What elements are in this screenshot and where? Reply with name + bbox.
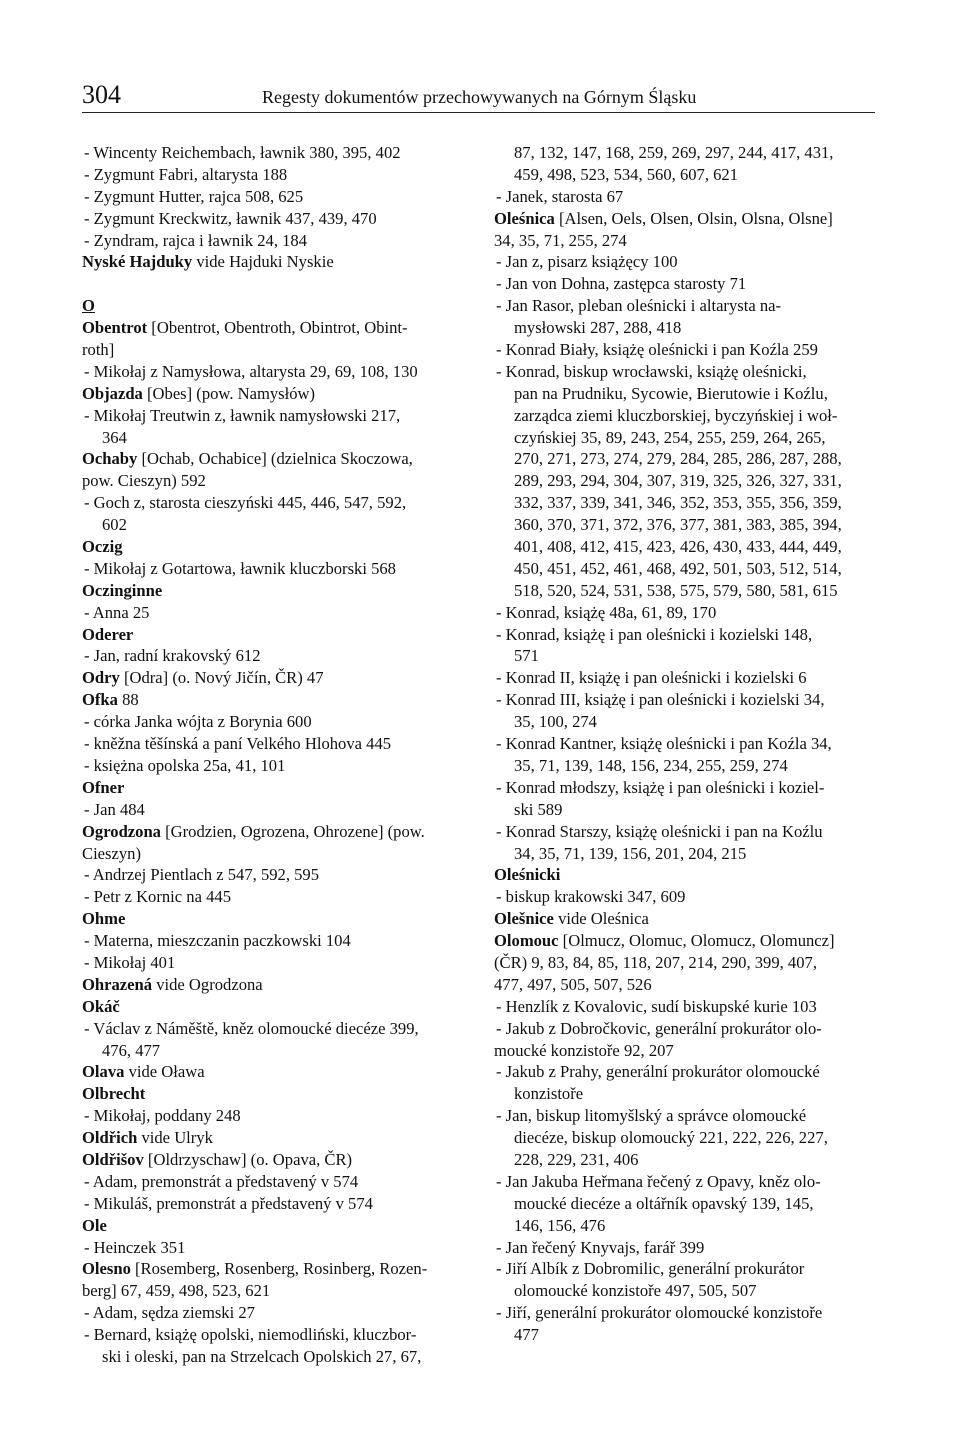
index-continuation: 87, 132, 147, 168, 259, 269, 297, 244, 417, 431, (514, 143, 834, 162)
index-continuation: berg] 67, 459, 498, 523, 621 (82, 1281, 271, 1301)
index-subentry: - Mikołaj z Namysłowa, altarysta 29, 69, 108, 130 (84, 361, 418, 381)
index-subentry: - Jiří, generální prokurátor olomoucké konzistoře (496, 1303, 823, 1323)
index-subentry: - Konrad Starszy, książę oleśnicki i pan na Koźlu (496, 821, 823, 841)
header-rule (82, 112, 875, 113)
index-continuation: mysłowski 287, 288, 418 (514, 318, 682, 338)
entry-text: vide Ulryk (137, 1128, 213, 1148)
index-subentry: - Jan von Dohna, zastępca starosty 71 (496, 274, 747, 294)
index-continuation: 332, 337, 339, 341, 346, 352, 353, 355, 356, 359, (514, 493, 842, 513)
entry-text: [Obentrot, Obentroth, Obintrot, Obint- (147, 318, 408, 338)
section-letter: O (82, 296, 95, 316)
entry-headword: Objazda (82, 383, 143, 403)
index-entry-heading (82, 1061, 464, 1083)
index-entry-heading (494, 864, 877, 886)
index-entry-heading (82, 1149, 464, 1171)
entry-text: vide Oława (124, 1062, 205, 1082)
index-subentry: - Materna, mieszczanin paczkowski 104 (84, 931, 351, 951)
index-entry-heading (82, 251, 464, 273)
index-subentry: - Heinczek 351 (84, 1237, 186, 1257)
entry-headword: Olbrecht (82, 1084, 146, 1104)
index-subentry: - Jakub z Dobročkovic, generální prokurátor olo- (496, 1018, 822, 1038)
index-entry-heading (82, 1083, 464, 1105)
index-subentry: - Konrad młodszy, książę i pan oleśnicki i koziel- (496, 777, 825, 797)
index-continuation: 571 (514, 646, 539, 666)
index-continuation: 476, 477 (102, 1040, 161, 1060)
index-subentry: - Jan řečený Knyvajs, farář 399 (496, 1237, 705, 1257)
index-continuation: diecéze, biskup olomoucký 221, 222, 226, 227, (514, 1128, 828, 1148)
index-subentry: - Konrad III, książę i pan oleśnicki i kozielski 34, (496, 690, 825, 710)
index-subentry: - Jan, biskup litomyšlský a správce olomoucké (496, 1106, 807, 1126)
spacer (82, 273, 464, 295)
index-subentry: - Jan, radní krakovský 612 (84, 646, 261, 666)
index-continuation: ski i oleski, pan na Strzelcach Opolskich 27, 67, (102, 1346, 422, 1366)
index-entry-heading (82, 383, 464, 405)
index-subentry: - Mikołaj, poddany 248 (84, 1106, 241, 1126)
index-subentry: - Mikołaj Treutwin z, ławnik namysłowski 217, (84, 405, 401, 425)
index-subentry: - Konrad, książę i pan oleśnicki i kozielski 148, (496, 624, 813, 644)
index-continuation: 602 (102, 515, 127, 535)
index-continuation: roth] (82, 340, 115, 360)
page-number: 304 (82, 80, 121, 109)
entry-headword: Oczig (82, 537, 123, 557)
entry-headword: Olešnice (494, 909, 554, 929)
index-entry-heading (494, 908, 877, 930)
index-continuation: moucké konzistoře 92, 207 (494, 1040, 674, 1060)
index-subentry: - Mikołaj 401 (84, 952, 176, 972)
index-subentry: - Konrad, książę 48a, 61, 89, 170 (496, 602, 717, 622)
index-subentry: - Bernard, książę opolski, niemodliński, kluczbor- (84, 1325, 417, 1345)
index-entry-heading (82, 996, 464, 1018)
index-continuation: (ČR) 9, 83, 84, 85, 118, 207, 214, 290, 399, 407, (494, 952, 817, 972)
index-continuation: 289, 293, 294, 304, 307, 319, 325, 326, 327, 331, (514, 471, 842, 491)
index-entry-heading (82, 1127, 464, 1149)
entry-text: [Rosemberg, Rosenberg, Rosinberg, Rozen- (130, 1259, 428, 1279)
index-subentry: - Janek, starosta 67 (496, 186, 624, 206)
index-continuation: konzistoře (514, 1084, 584, 1104)
index-continuation: olomoucké konzistoře 497, 505, 507 (514, 1281, 757, 1301)
index-subentry: - Jiří Albík z Dobromilic, generální prokurátor (496, 1259, 805, 1279)
index-subentry: - Mikuláš, premonstrát a představený v 574 (84, 1193, 373, 1213)
index-continuation: 35, 100, 274 (514, 712, 597, 732)
index-entry-heading (82, 974, 464, 996)
index-subentry: - Konrad II, książę i pan oleśnicki i kozielski 6 (496, 668, 807, 688)
index-subentry: - Henzlík z Kovalovic, sudí biskupské kurie 103 (496, 996, 817, 1016)
entry-headword: Oderer (82, 624, 134, 644)
index-subentry: - córka Janka wójta z Borynia 600 (84, 712, 312, 732)
index-entry-heading (82, 908, 464, 930)
entry-headword: Olomouc (494, 931, 559, 951)
index-entry-heading (82, 1215, 464, 1237)
index-subentry: - Andrzej Pientlach z 547, 592, 595 (84, 865, 320, 885)
entry-headword: Oczinginne (82, 580, 163, 600)
index-entry-heading (82, 689, 464, 711)
index-subentry: - Zygmunt Fabri, altarysta 188 (84, 164, 288, 184)
entry-headword: Okáč (82, 996, 120, 1016)
entry-text: vide Ogrodzona (152, 974, 263, 994)
index-entry-heading (82, 777, 464, 799)
index-subentry: - Adam, sędza ziemski 27 (84, 1303, 255, 1323)
index-subentry: - Jan 484 (84, 799, 145, 819)
entry-headword: Ohme (82, 909, 126, 929)
index-continuation: 360, 370, 371, 372, 376, 377, 381, 383, 385, 394, (514, 515, 842, 535)
index-continuation: ski 589 (514, 799, 563, 819)
index-subentry: - Zygmunt Kreckwitz, ławnik 437, 439, 470 (84, 208, 377, 228)
index-continuation: 34, 35, 71, 139, 156, 201, 204, 215 (514, 843, 747, 863)
entry-text: [Alsen, Oels, Olsen, Olsin, Olsna, Olsne] (554, 208, 833, 228)
index-subentry: - Jan Rasor, pleban oleśnicki i altarysta na- (496, 296, 782, 316)
index-continuation: 34, 35, 71, 255, 274 (494, 230, 627, 250)
index-continuation: zarządca ziemi kluczborskiej, byczyńskiej i woł- (514, 405, 838, 425)
index-entry-heading (82, 448, 464, 470)
index-subentry: - Petr z Kornic na 445 (84, 887, 231, 907)
entry-headword: Ochaby (82, 449, 138, 469)
index-subentry: - Václav z Náměště, kněz olomoucké diecéze 399, (84, 1018, 419, 1038)
index-subentry: - Jan Jakuba Heřmana řečený z Opavy, kněz olo- (496, 1171, 821, 1191)
index-subentry: - Wincenty Reichembach, ławnik 380, 395, 402 (84, 143, 401, 162)
index-subentry: - Jakub z Prahy, generální prokurátor olomoucké (496, 1062, 820, 1082)
index-subentry: - księżna opolska 25a, 41, 101 (84, 755, 286, 775)
index-subentry: - kněžna těšínská a paní Velkého Hlohova 445 (84, 734, 392, 754)
entry-headword: Olava (82, 1062, 125, 1082)
index-entry-heading (494, 930, 877, 952)
entry-headword: Ofka (82, 690, 118, 710)
index-subentry: - Anna 25 (84, 602, 150, 622)
index-subentry: - Mikołaj z Gotartowa, ławnik kluczborski 568 (84, 558, 396, 578)
entry-headword: Obentrot (82, 318, 148, 338)
index-continuation: 401, 408, 412, 415, 423, 426, 430, 433, 444, 449, (514, 537, 842, 557)
index-continuation: pan na Prudniku, Sycowie, Bierutowie i Koźlu, (514, 383, 828, 403)
index-continuation: czyńskiej 35, 89, 243, 254, 255, 259, 264, 265, (514, 427, 826, 447)
entry-headword: Oleśnica (494, 208, 555, 228)
index-continuation: moucké diecéze a oltářník opavský 139, 145, (514, 1193, 814, 1213)
index-continuation: 459, 498, 523, 534, 560, 607, 621 (514, 164, 739, 184)
index-subentry: - Goch z, starosta cieszyński 445, 446, 547, 592, (84, 493, 407, 513)
index-entry-heading (82, 317, 464, 339)
index-entry-heading (494, 208, 877, 230)
index-continuation: 35, 71, 139, 148, 156, 234, 255, 259, 274 (514, 755, 788, 775)
entry-text: vide Hajduki Nyskie (192, 252, 334, 272)
entry-headword: Olesno (82, 1259, 131, 1279)
index-continuation: 450, 451, 452, 461, 468, 492, 501, 503, 512, 514, (514, 558, 842, 578)
entry-text: [Oldrzyschaw] (o. Opava, ČR) (143, 1149, 353, 1169)
index-continuation: 146, 156, 476 (514, 1215, 606, 1235)
index-continuation: 228, 229, 231, 406 (514, 1149, 639, 1169)
entry-headword: Oldřich (82, 1128, 138, 1148)
entry-text: [Olmucz, Olomuc, Olomucz, Olomuncz] (558, 931, 835, 951)
index-entry-heading (82, 624, 464, 646)
index-subentry: - Zygmunt Hutter, rajca 508, 625 (84, 186, 304, 206)
index-entry-heading (82, 580, 464, 602)
index-entry-heading (82, 536, 464, 558)
entry-text: 88 (117, 690, 139, 710)
entry-headword: Ohrazená (82, 974, 153, 994)
index-subentry: - Konrad Kantner, książę oleśnicki i pan Koźla 34, (496, 734, 832, 754)
entry-headword: Ogrodzona (82, 821, 161, 841)
entry-headword: Ole (82, 1215, 107, 1235)
index-column-left (82, 142, 464, 1368)
entry-headword: Oldřišov (82, 1149, 144, 1169)
entry-text: [Obes] (pow. Namysłów) (142, 383, 316, 403)
index-column-right (494, 142, 877, 1346)
index-subentry: - Zyndram, rajca i ławnik 24, 184 (84, 230, 308, 250)
entry-headword: Odry (82, 668, 120, 688)
index-subentry: - Konrad Biały, książę oleśnicki i pan Koźla 259 (496, 340, 818, 360)
index-entry-heading (82, 821, 464, 843)
entry-text: [Ochab, Ochabice] (dzielnica Skoczowa, (137, 449, 413, 469)
index-subentry: - Jan z, pisarz książęcy 100 (496, 252, 678, 272)
index-subentry: - Konrad, biskup wrocławski, książę oleśnicki, (496, 361, 807, 381)
entry-headword: Nyské Hajduky (82, 252, 193, 272)
index-entry-heading (82, 1258, 464, 1280)
entry-headword: Oleśnicki (494, 865, 561, 885)
index-continuation: Cieszyn) (82, 843, 141, 863)
index-continuation: 477, 497, 505, 507, 526 (494, 974, 652, 994)
index-continuation: 518, 520, 524, 531, 538, 575, 579, 580, 581, 615 (514, 580, 838, 600)
index-subentry: - Adam, premonstrát a představený v 574 (84, 1171, 359, 1191)
index-continuation: 477 (514, 1325, 539, 1345)
running-head: Regesty dokumentów przechowywanych na Górnym Śląsku (262, 87, 697, 107)
entry-headword: Ofner (82, 777, 125, 797)
index-continuation: 270, 271, 273, 274, 279, 284, 285, 286, 287, 288, (514, 449, 842, 469)
entry-text: vide Oleśnica (553, 909, 649, 929)
index-subentry: - biskup krakowski 347, 609 (496, 887, 686, 907)
index-entry-heading (82, 667, 464, 689)
index-continuation: pow. Cieszyn) 592 (82, 471, 206, 491)
entry-text: [Odra] (o. Nový Jičín, ČR) 47 (119, 668, 324, 688)
entry-text: [Grodzien, Ogrozena, Ohrozene] (pow. (160, 821, 425, 841)
index-continuation: 364 (102, 427, 127, 447)
